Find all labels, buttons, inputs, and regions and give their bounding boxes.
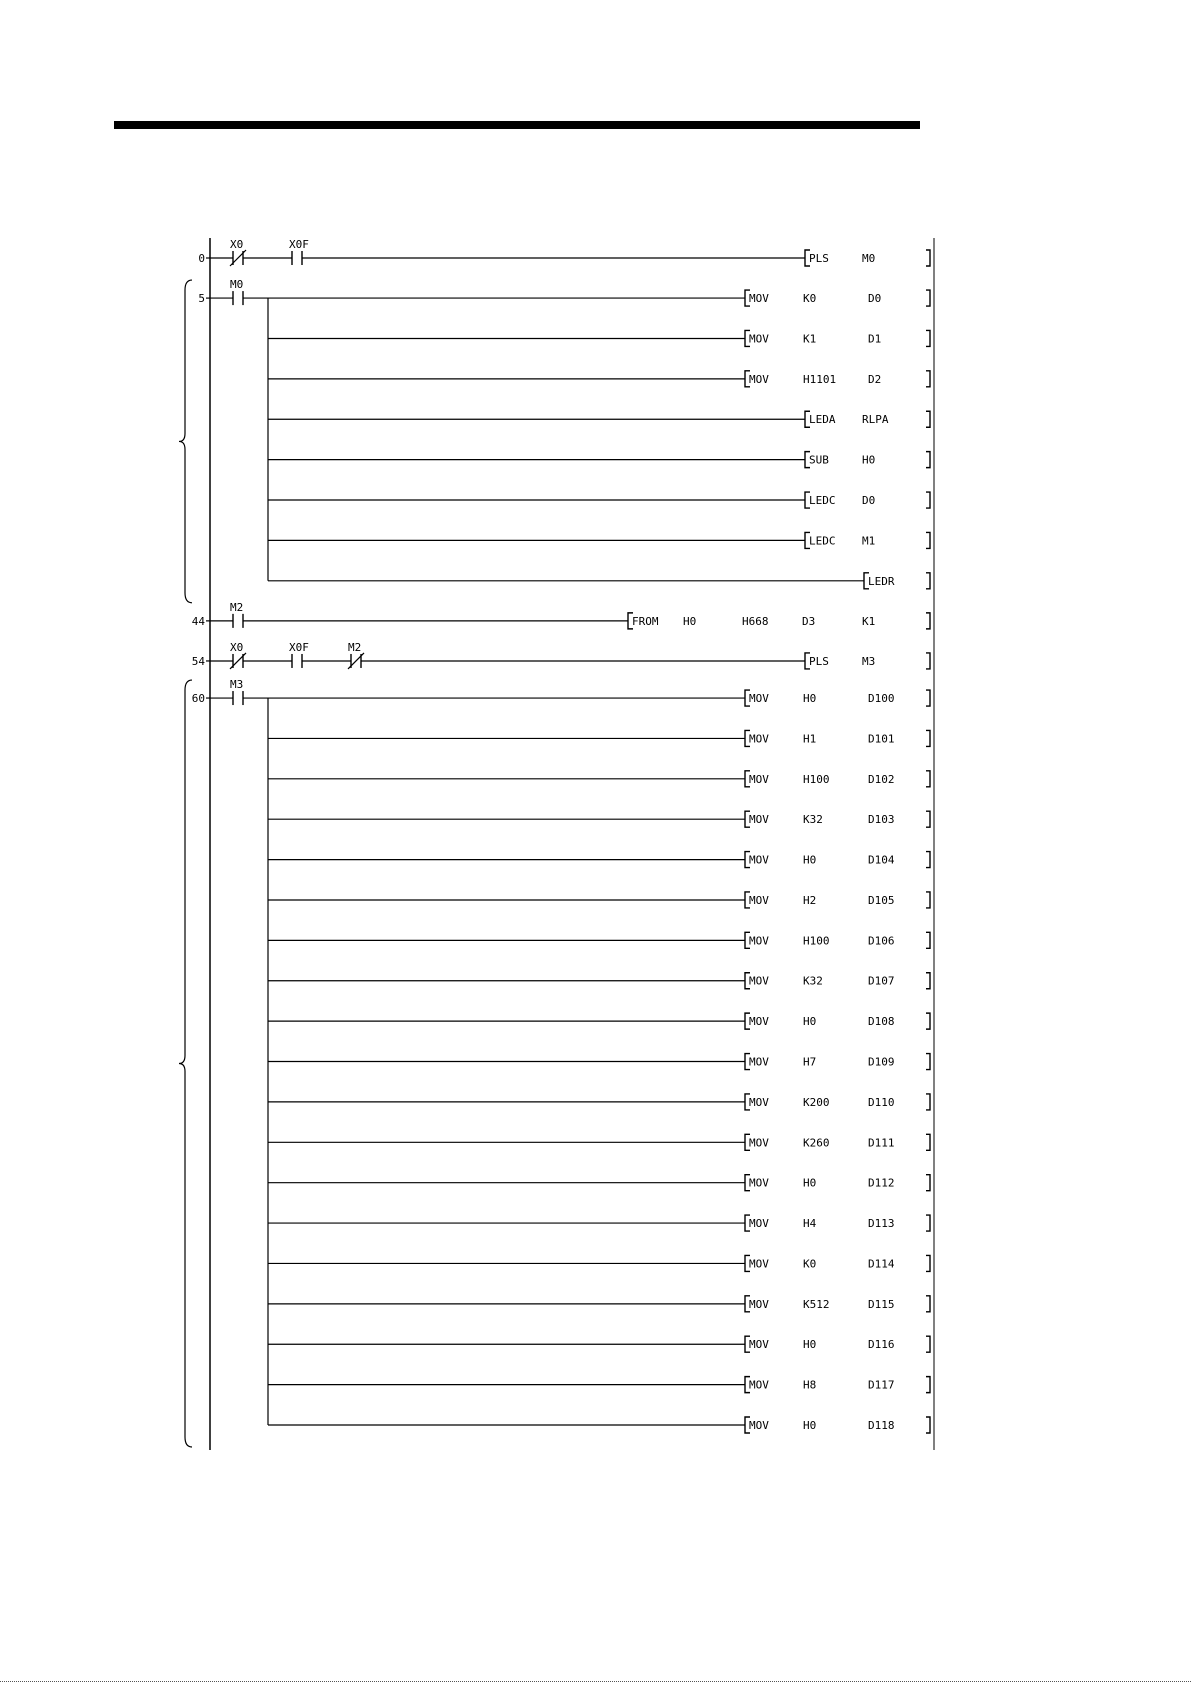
instruction-operand: H8	[803, 1378, 817, 1392]
instruction-operand: H7	[803, 1055, 817, 1069]
instruction-operand: D2	[868, 372, 882, 386]
instruction-mov	[268, 1255, 930, 1271]
instruction-opcode: MOV	[749, 1338, 769, 1352]
instruction-close-bracket	[926, 1134, 930, 1150]
instruction-ledc	[268, 492, 930, 508]
instruction-operand: H0	[803, 1338, 817, 1352]
instruction-close-bracket	[926, 452, 930, 468]
instruction-opcode: MOV	[749, 1297, 769, 1311]
footer-divider	[0, 1681, 1191, 1682]
contact-label: X0	[230, 640, 244, 654]
instruction-close-bracket	[926, 1054, 930, 1070]
instruction-close-bracket	[926, 492, 930, 508]
instruction-sub	[268, 452, 930, 468]
instruction-operand: D115	[868, 1297, 895, 1311]
instruction-close-bracket	[926, 1094, 930, 1110]
instruction-close-bracket	[926, 1336, 930, 1352]
step-number: 44	[191, 614, 205, 628]
instruction-close-bracket	[926, 973, 930, 989]
step-number: 60	[191, 692, 205, 706]
instruction-operand: D117	[868, 1378, 895, 1392]
instruction-opcode: MOV	[749, 1378, 769, 1392]
instruction-mov	[268, 1013, 930, 1029]
instruction-operand: D105	[868, 893, 895, 907]
instruction-mov	[268, 1417, 930, 1433]
instruction-operand: H0	[683, 614, 697, 628]
instruction-operand: H100	[803, 772, 830, 786]
instruction-opcode: MOV	[749, 934, 769, 948]
instruction-close-bracket	[926, 932, 930, 948]
instruction-close-bracket	[926, 1175, 930, 1191]
header-bar	[114, 121, 920, 129]
instruction-operand: D106	[868, 934, 895, 948]
instruction-opcode: MOV	[749, 772, 769, 786]
instruction-opcode: MOV	[749, 1055, 769, 1069]
instruction-mov	[268, 690, 930, 706]
instruction-opcode: PLS	[809, 252, 829, 265]
instruction-opcode: LEDR	[868, 574, 895, 588]
instruction-operand: H0	[803, 1176, 817, 1190]
instruction-close-bracket	[926, 1013, 930, 1029]
instruction-opcode: MOV	[749, 1015, 769, 1029]
instruction-close-bracket	[926, 371, 930, 387]
rungs-layer	[179, 238, 930, 1447]
contact-label: X0F	[289, 238, 309, 251]
step-number: 0	[198, 252, 205, 265]
instruction-operand: H0	[803, 1419, 817, 1432]
instruction-operand: H668	[742, 614, 769, 628]
instruction-opcode: MOV	[749, 813, 769, 827]
instruction-close-bracket	[926, 411, 930, 427]
instruction-opcode: PLS	[809, 654, 829, 668]
rung-0	[198, 238, 930, 266]
instruction-close-bracket	[926, 771, 930, 787]
instruction-close-bracket	[926, 290, 930, 306]
instruction-close-bracket	[926, 811, 930, 827]
instruction-operand: H1101	[803, 372, 837, 386]
instruction-operand: D111	[868, 1136, 895, 1150]
instruction-operand: D112	[868, 1176, 895, 1190]
rung-54	[192, 641, 930, 669]
instruction-operand: K0	[803, 292, 817, 306]
instruction-operand: H0	[862, 453, 876, 467]
instruction-operand: D118	[868, 1419, 895, 1432]
instruction-operand: D114	[868, 1257, 895, 1271]
instruction-operand: H4	[803, 1217, 817, 1231]
nc-contact-M2	[348, 641, 364, 669]
instruction-opcode: MOV	[749, 732, 769, 746]
instruction-operand: D109	[868, 1055, 895, 1069]
contact-label: X0	[230, 238, 244, 251]
instruction-operand: H2	[803, 893, 817, 907]
instruction-opcode: MOV	[749, 692, 769, 706]
instruction-mov	[268, 1175, 930, 1191]
instruction-operand: H0	[803, 1015, 817, 1029]
instruction-mov	[268, 811, 930, 827]
instruction-mov	[268, 1296, 930, 1312]
instruction-leda	[268, 411, 930, 427]
instruction-operand: M3	[862, 654, 876, 668]
instruction-from	[243, 613, 930, 629]
instruction-close-bracket	[926, 730, 930, 746]
instruction-opcode: MOV	[749, 372, 769, 386]
instruction-pls	[361, 653, 930, 669]
instruction-close-bracket	[926, 1417, 930, 1433]
group-brace	[179, 680, 192, 1447]
instruction-mov	[268, 973, 930, 989]
rung-44	[192, 601, 930, 629]
instruction-operand: H0	[803, 692, 817, 706]
instruction-opcode: MOV	[749, 1419, 769, 1432]
contact-label: M3	[230, 678, 244, 692]
instruction-operand: D107	[868, 974, 895, 988]
instruction-mov	[268, 1377, 930, 1393]
instruction-close-bracket	[926, 330, 930, 346]
rung-60	[179, 678, 930, 1447]
instruction-pls	[302, 250, 930, 266]
instruction-operand: D100	[868, 692, 895, 706]
instruction-opcode: SUB	[809, 453, 829, 467]
group-brace	[179, 280, 192, 603]
instruction-mov	[268, 932, 930, 948]
instruction-operand: H0	[803, 853, 817, 867]
instruction-operand: K200	[803, 1095, 830, 1109]
instruction-opcode: MOV	[749, 1136, 769, 1150]
instruction-mov	[268, 1336, 930, 1352]
instruction-opcode: FROM	[632, 614, 659, 628]
instruction-opcode: LEDC	[809, 534, 836, 548]
instruction-operand: K260	[803, 1136, 830, 1150]
instruction-close-bracket	[926, 532, 930, 548]
instruction-mov	[268, 290, 930, 306]
instruction-ledr	[268, 573, 930, 589]
no-contact-M3	[230, 678, 243, 705]
instruction-operand: K1	[803, 332, 817, 346]
instruction-operand: D116	[868, 1338, 895, 1352]
instruction-close-bracket	[926, 892, 930, 908]
instruction-close-bracket	[926, 573, 930, 589]
instruction-mov	[268, 371, 930, 387]
instruction-opcode: MOV	[749, 1095, 769, 1109]
instruction-mov	[268, 1134, 930, 1150]
instruction-ledc	[268, 532, 930, 548]
instruction-operand: H1	[803, 732, 817, 746]
step-number: 5	[198, 292, 205, 306]
instruction-close-bracket	[926, 1215, 930, 1231]
instruction-operand: D102	[868, 772, 895, 786]
instruction-opcode: MOV	[749, 332, 769, 346]
no-contact-M2	[230, 601, 243, 628]
instruction-opcode: MOV	[749, 853, 769, 867]
instruction-operand: K32	[803, 813, 823, 827]
instruction-operand: H100	[803, 934, 830, 948]
instruction-close-bracket	[926, 1296, 930, 1312]
instruction-operand: D3	[802, 614, 816, 628]
instruction-mov	[268, 771, 930, 787]
instruction-opcode: MOV	[749, 893, 769, 907]
instruction-mov	[268, 1215, 930, 1231]
nc-contact-X0	[230, 641, 246, 669]
instruction-mov	[268, 730, 930, 746]
instruction-mov	[268, 852, 930, 868]
contact-label: X0F	[289, 640, 309, 654]
instruction-close-bracket	[926, 1255, 930, 1271]
instruction-operand: K1	[862, 614, 876, 628]
no-contact-M0	[230, 278, 243, 305]
instruction-operand: K0	[803, 1257, 817, 1271]
instruction-operand: D110	[868, 1095, 895, 1109]
instruction-operand: D0	[862, 494, 876, 508]
instruction-opcode: MOV	[749, 292, 769, 306]
instruction-opcode: MOV	[749, 1257, 769, 1271]
instruction-operand: K512	[803, 1297, 830, 1311]
rung-5	[179, 278, 930, 603]
instruction-opcode: LEDC	[809, 494, 836, 508]
instruction-close-bracket	[926, 1377, 930, 1393]
no-contact-X0F	[289, 238, 309, 265]
instruction-close-bracket	[926, 852, 930, 868]
instruction-operand: D103	[868, 813, 895, 827]
instruction-mov	[268, 1054, 930, 1070]
instruction-close-bracket	[926, 690, 930, 706]
instruction-mov	[268, 892, 930, 908]
instruction-opcode: LEDA	[809, 413, 836, 427]
instruction-close-bracket	[926, 653, 930, 669]
nc-contact-X0	[230, 238, 246, 266]
instruction-close-bracket	[926, 250, 930, 266]
instruction-operand: D1	[868, 332, 882, 346]
instruction-mov	[268, 330, 930, 346]
instruction-operand: RLPA	[862, 413, 889, 427]
instruction-close-bracket	[926, 613, 930, 629]
contact-label: M0	[230, 278, 244, 292]
no-contact-X0F	[289, 641, 309, 668]
step-number: 54	[191, 654, 205, 668]
instruction-mov	[268, 1094, 930, 1110]
instruction-operand: D108	[868, 1015, 895, 1029]
contact-label: M2	[230, 600, 244, 614]
instruction-operand: M0	[862, 252, 876, 265]
instruction-operand: D101	[868, 732, 895, 746]
instruction-operand: D104	[868, 853, 895, 867]
instruction-operand: D113	[868, 1217, 895, 1231]
instruction-operand: D0	[868, 292, 882, 306]
contact-label: M2	[348, 640, 362, 654]
instruction-operand: K32	[803, 974, 823, 988]
instruction-opcode: MOV	[749, 974, 769, 988]
instruction-opcode: MOV	[749, 1176, 769, 1190]
instruction-opcode: MOV	[749, 1217, 769, 1231]
instruction-operand: M1	[862, 534, 876, 548]
